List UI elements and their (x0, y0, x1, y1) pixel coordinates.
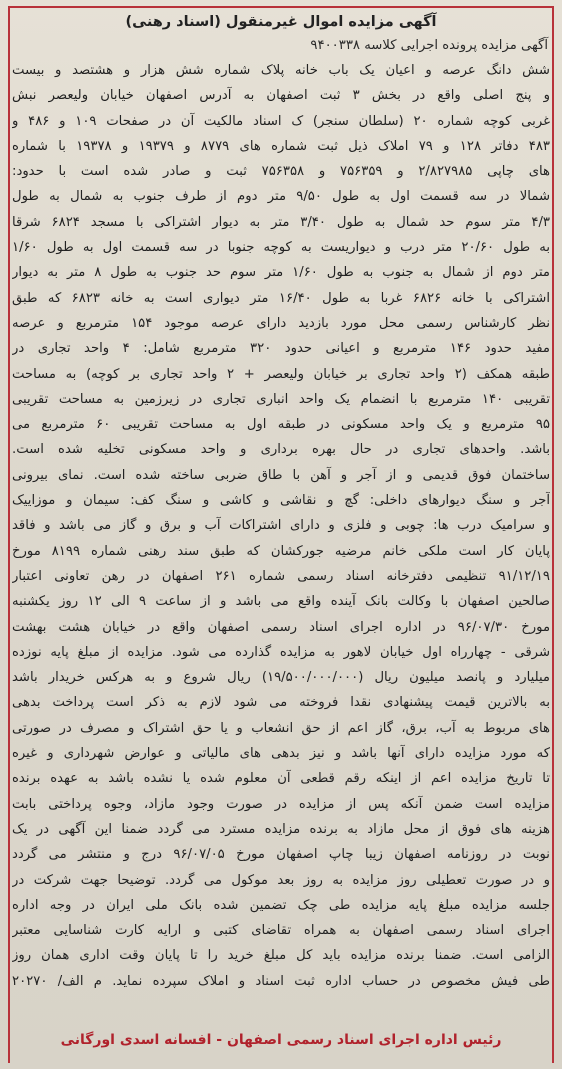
body-line: ساختمان فوق قدیمی و از آجر و آهن با طاق ضربی ساخته شده است. نمای بیرونی (12, 467, 550, 483)
body-line: های مربوط به آب، برق، گاز اعم از حق انشعاب و یا حق اشتراک و مصرف در صورتی (12, 720, 550, 736)
notice-title: آگهی مزایده اموال غیرمنقول (اسناد رهنی) (125, 14, 437, 30)
body-line: که مورد مزایده دارای آنها باشد و نیز بدهی های مالیاتی و عوارض شهرداری و غیره (12, 746, 550, 762)
body-line: نظر کارشناس رسمی محل مورد بازدید دارای عرصه موجود ۱۵۴ مترمربع و عرصه (12, 315, 550, 331)
body-line: های چاپی ۲/۸۲۷۹۸۵ و ۷۵۶۳۵۹ و ۷۵۶۳۵۸ ثبت و صادر شده است با حدود: (12, 164, 550, 180)
body-line: باشد. واحدهای تجاری در حال بهره برداری و واحد مسکونی تخلیه شده است. (12, 442, 550, 458)
notice-signature: رئیس اداره اجرای اسناد رسمی اصفهان - افسانه اسدی اورگانی (60, 1032, 502, 1048)
body-line: جلسه مزایده مبلغ پایه مزایده طی چک تضمین شده بانک ملی ایران در وجه اداره (12, 897, 550, 913)
body-line: میلیارد و پانصد میلیون ریال (۱۹/۵۰۰/۰۰۰/۰۰۰) ریال شروع و به هرکس خریدار باشد (12, 670, 550, 686)
body-line: الزامی است. ضمنا برنده مزایده باید کل مبلغ خرید را تا پایان وقت اداری همان روز (12, 948, 550, 964)
body-line: شش دانگ عرصه و اعیان یک باب خانه پلاک شماره شش هزار و هشتصد و بیست (12, 63, 550, 78)
body-line: غربی کوچه شماره ۲۰ (سلطان سنجر) ک اسناد مالکیت آن در صفحات ۱۰۹ و ۴۸۶ و (12, 113, 550, 129)
body-line: ۹۱/۱۲/۱۹ تنظیمی دفترخانه اسناد رسمی شماره ۲۶۱ اصفهان در رهن تعاونی اعتبار (12, 568, 550, 584)
body-line: طی فیش مخصوص در حساب اداره ثبت اسناد و املاک سپرده نماید. م الف/ ۲۰۲۷۰ (12, 973, 550, 989)
body-line: اشتراکی با خانه ۶۸۲۶ غربا به طول ۱۶/۴۰ متر دیواری است به خانه ۶۸۲۳ که طبق (12, 290, 550, 306)
body-line: و در صورت تعطیلی روز مزایده به روز بعد موکول می گردد. توضیحا جهت شرکت در (12, 872, 550, 888)
body-line: به بالاترین قیمت پیشنهادی نقدا فروخته می شود لازم به ذکر است پرداخت بدهی (12, 695, 550, 711)
body-line: ۴/۳ متر سوم حد شمال به طول ۳/۴۰ متر به دیوار اشتراکی با مسجد ۶۸۲۴ شرقا (12, 214, 550, 230)
body-line: نوبت در روزنامه اصفهان زیبا چاپ اصفهان مورخ ۹۶/۰۷/۰۵ درج و منتشر می گردد (12, 847, 550, 863)
body-line: تقریبی ۱۴۰ مترمربع با انضمام یک واحد انباری تجاری در زیرزمین به مساحت تقریبی (12, 391, 550, 407)
body-line: به طول ۲۰/۶۰ متر درب و دیواریست به کوچه جنوبا در سه قسمت اول به طول ۱/۶۰ (12, 240, 550, 256)
body-line: هزینه های فوق از محل مازاد به برنده مزایده مسترد می گردد ضمنا این آگهی در یک (12, 821, 550, 837)
body-line: ۴۸۳ دفاتر ۱۲۸ و ۷۹ املاک ذیل ثبت شماره های ۸۷۷۹ و ۱۹۳۷۹ و ۱۹۳۷۸ با شماره (12, 138, 550, 154)
body-line: شرقی - چهارراه اول خیابان لاهور به مزایده گذارده می شود. مزایده از مبلغ پایه نوزده (12, 644, 550, 660)
body-line: مورخ ۹۶/۰۷/۳۰ در اداره اجرای اسناد رسمی اصفهان واقع در خیابان هشت بهشت (12, 619, 550, 635)
body-line: طبقه همکف (۲ واحد تجاری بر خیابان ولیعصر + ۲ واحد تجاری بر کوچه) به مساحت (12, 366, 550, 382)
notice-subtitle: آگهی مزایده پرونده اجرایی کلاسه ۹۴۰۰۳۳۸ (310, 38, 548, 53)
body-line: اجرای اسناد رسمی اصفهان به همراه تقاضای کتبی و ارایه کارت شناسایی معتبر (12, 923, 550, 939)
body-line: پایان کار است ملکی خانم مرضیه جورکشان که طبق سند رهنی شماره ۸۱۹۹ مورخ (12, 543, 550, 559)
body-line: صالحین اصفهان با وکالت بانک آینده واقع می باشد و از ساعت ۹ الی ۱۲ روز یکشنبه (12, 594, 550, 610)
notice-body (12, 58, 550, 994)
body-line: ۹۵ مترمربع و یک واحد مسکونی در طبقه اول به مساحت تقریبی ۶۰ مترمربع می (12, 417, 550, 433)
body-line: تا تاریخ مزایده اعم از اینکه رقم قطعی آن معلوم شده یا نشده باشد به عهده برنده (12, 771, 550, 787)
body-line: مفید حدود ۱۴۶ مترمربع و اعیانی حدود ۳۲۰ مترمربع شامل: ۴ واحد تجاری در (12, 341, 550, 357)
body-line: و پنج اصلی واقع در بخش ۳ ثبت اصفهان به آدرس اصفهان خیابان ولیعصر نبش (12, 88, 550, 104)
body-line: مزایده است ضمن آنکه پس از مزایده در صورت وجود مازاد، وجوه پرداختی بابت (12, 796, 550, 812)
body-line: شمالا در سه قسمت اول به طول ۹/۵۰ متر دوم از طرف جنوب به شمال به طول (12, 189, 550, 205)
body-line: آجر و سنگ دیوارهای داخلی: گچ و نقاشی و کاشی و سنگ کف: سیمان و موزاییک (12, 493, 550, 509)
body-line: و سرامیک درب ها: چوبی و فلزی و دارای اشتراکات آب و برق و گاز می باشد و فاقد (12, 518, 550, 534)
body-line: متر دوم از شمال به جنوب به طول ۱/۶۰ متر سوم حد جنوب به طول ۸ متر به دیوار (12, 265, 550, 281)
